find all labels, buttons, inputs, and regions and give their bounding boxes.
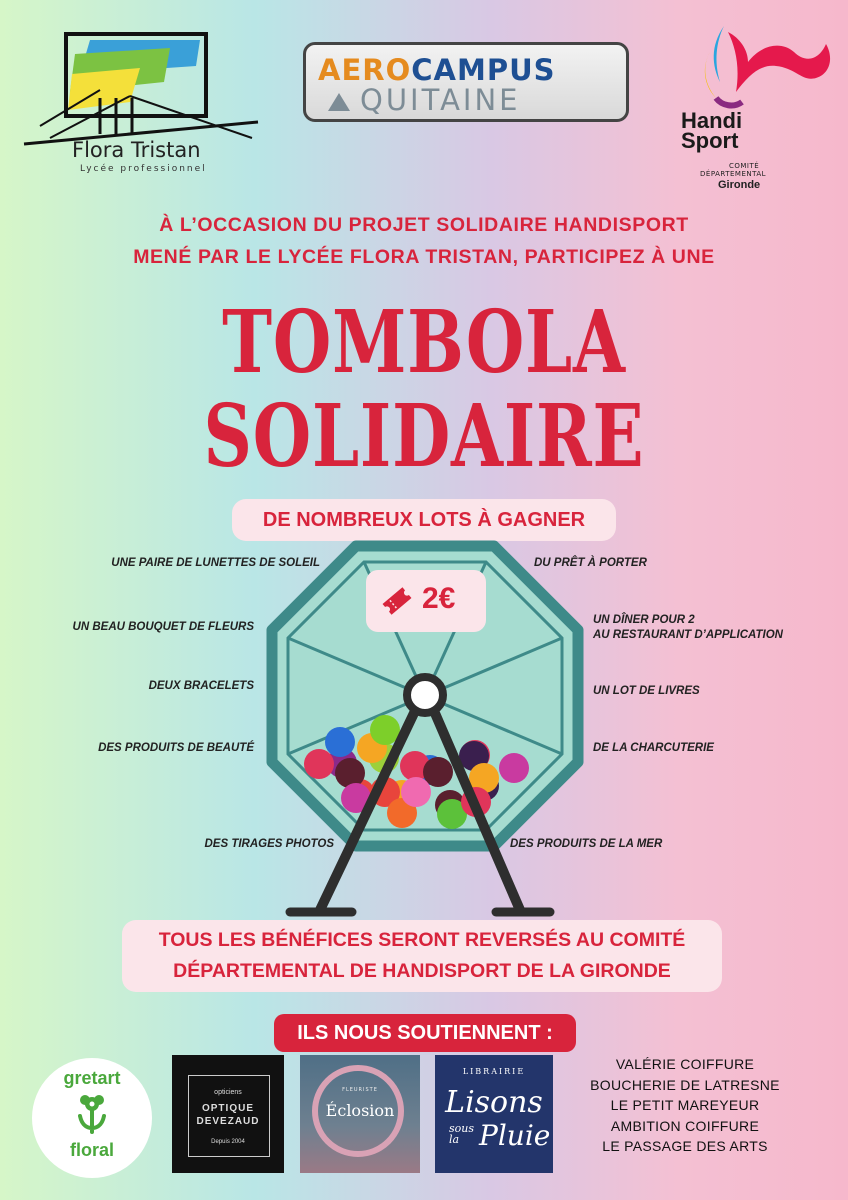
lot-item-left-3: DEUX BRACELETS <box>148 680 254 692</box>
handisport-comite: COMITÉ <box>729 162 760 170</box>
aerocampus-triangle-icon <box>328 93 350 111</box>
lot-item-right-2: UN DÎNER POUR 2 <box>593 614 695 626</box>
optique-devezaud-logo <box>172 1055 284 1173</box>
gretart-text: gretart <box>63 1068 121 1088</box>
benefits-pill <box>122 920 722 992</box>
sponsor-item: LE PETIT MAREYEUR <box>610 1097 760 1113</box>
handisport-departemental: DÉPARTEMENTAL <box>700 170 767 178</box>
flora-tristan-name: Flora Tristan <box>72 138 201 162</box>
lots-subtitle-pill: DE NOMBREUX LOTS À GAGNER <box>232 499 616 541</box>
price-value: 2€ <box>422 582 456 615</box>
lot-item-right-2b: AU RESTAURANT D’APPLICATION <box>593 629 783 641</box>
aerocampus-line2: QUITAINE <box>360 83 521 117</box>
optique-since: Depuis 2004 <box>211 1139 245 1145</box>
flora-tristan-subtitle: Lycée professionnel <box>80 164 207 174</box>
lot-item-left-4: DES PRODUITS DE BEAUTÉ <box>98 742 254 754</box>
flower-hand-icon <box>72 1092 112 1138</box>
eclosion-logo <box>300 1055 420 1173</box>
title-line2: SOLIDAIRE <box>203 386 645 487</box>
lot-item-left-1: UNE PAIRE DE LUNETTES DE SOLEIL <box>111 557 320 569</box>
aerocampus-logo <box>303 42 629 122</box>
flora-tristan-logo <box>20 26 270 176</box>
sponsor-item: AMBITION COIFFURE <box>610 1117 760 1134</box>
title-line1: TOMBOLA <box>222 292 626 393</box>
handisport-text-sport: Sport <box>681 128 739 153</box>
lisons-word1: Lisons <box>445 1085 543 1120</box>
lisons-word2 <box>449 1123 474 1145</box>
intro-line2: MENÉ PAR LE LYCÉE FLORA TRISTAN, PARTICIPEZ À UNE <box>133 246 715 268</box>
lisons-la: la <box>449 1133 460 1146</box>
sponsor-item: LE PASSAGE DES ARTS <box>602 1138 768 1154</box>
gretart-floral-logo <box>32 1058 152 1178</box>
handisport-text-handi: Handi <box>681 108 743 133</box>
lisons-word4: Pluie <box>479 1119 551 1152</box>
eclosion-name: Éclosion <box>325 1101 395 1120</box>
benefits-line1: TOUS LES BÉNÉFICES SERONT REVERSÉS AU COMITÉ <box>158 929 686 951</box>
optique-line1: OPTIQUE <box>201 1103 254 1114</box>
aerocampus-campus: CAMPUS <box>411 53 556 87</box>
lisons-sous-la-pluie-logo <box>435 1055 553 1173</box>
aerocampus-aero: AERO <box>318 53 412 87</box>
intro-line1: À L’OCCASION DU PROJET SOLIDAIRE HANDISPORT <box>159 214 689 236</box>
ticket-icon <box>380 584 414 618</box>
sponsors-list <box>578 1054 792 1157</box>
lot-item-left-5: DES TIRAGES PHOTOS <box>204 838 334 850</box>
eclosion-small: FLEURISTE <box>342 1087 378 1093</box>
floral-text: floral <box>69 1140 114 1160</box>
optique-line2: DEVEZAUD <box>196 1116 260 1127</box>
lisons-librairie: LIBRAIRIE <box>462 1067 526 1076</box>
lot-item-right-5: DES PRODUITS DE LA MER <box>510 838 663 850</box>
price-tag <box>366 570 486 632</box>
aerocampus-line1 <box>318 53 556 87</box>
lot-item-right-1: DU PRÊT À PORTER <box>534 557 647 569</box>
benefits-line2: DÉPARTEMENTAL DE HANDISPORT DE LA GIRONDE <box>173 960 671 982</box>
lot-item-left-2: UN BEAU BOUQUET DE FLEURS <box>72 621 254 633</box>
lot-item-right-4: DE LA CHARCUTERIE <box>593 742 714 754</box>
lot-item-right-3: UN LOT DE LIVRES <box>593 685 700 697</box>
sponsor-item: VALÉRIE COIFFURE <box>615 1056 755 1072</box>
lisons-sous: sous <box>449 1122 474 1135</box>
handisport-logo <box>676 22 836 192</box>
optique-small: opticiens <box>214 1089 242 1096</box>
supporters-title: ILS NOUS SOUTIENNENT : <box>274 1014 576 1052</box>
handisport-gironde: Gironde <box>718 179 761 191</box>
sponsor-item: BOUCHERIE DE LATRESNE <box>590 1076 780 1093</box>
handisport-emblem-icon <box>676 22 836 112</box>
